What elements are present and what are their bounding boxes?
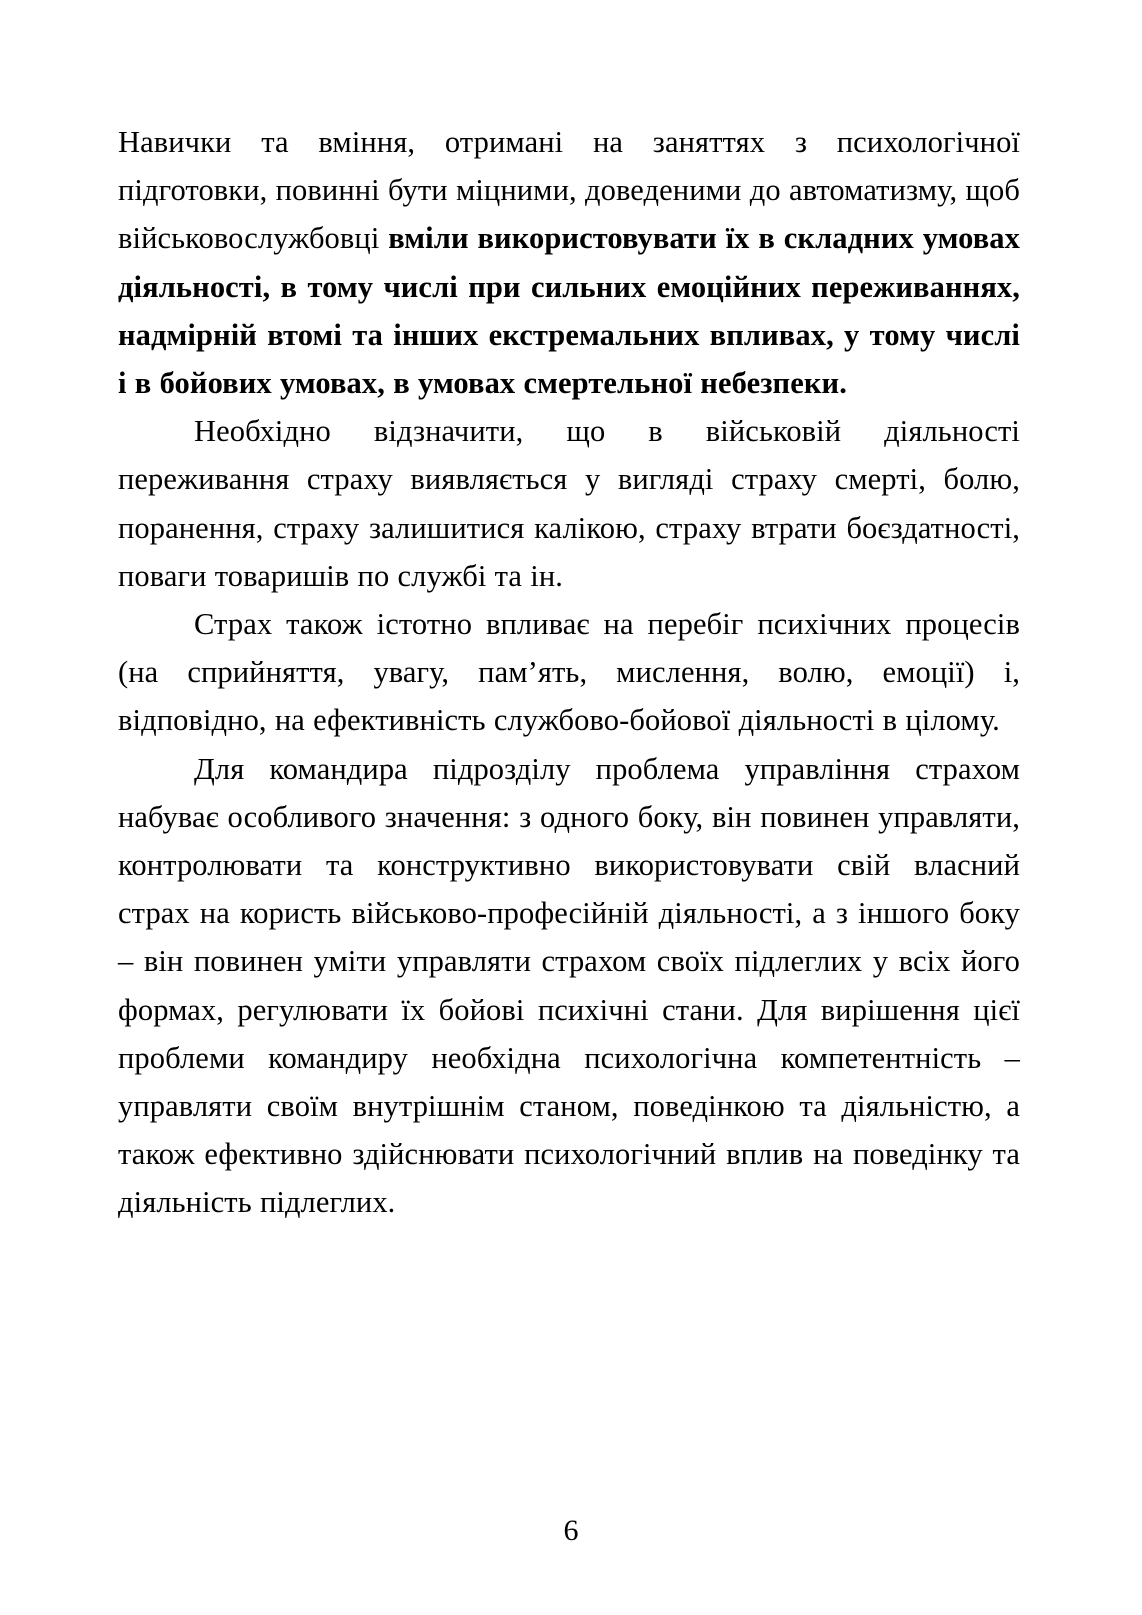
paragraph-1-run-2-bold: вміли використовувати їх в складних умовах діяльності, в тому числі при сильних емоційних переживаннях, надмірній втомі та інших екстремальних впливах, у тому числі і в бойових умовах, в умовах смертельної небезпеки.	[118, 221, 1020, 401]
paragraph-2-run-1: Необхідно відзначити, що в військовій діяльності переживання страху виявляється у вигляді страху смерті, болю, поранення, страху залишитися калікою, страху втрати боєздатності, поваги товаришів по службі та ін.	[118, 414, 1020, 593]
paragraph-2	[118, 407, 1020, 600]
paragraph-1-run-1: Навички та вміння, отримані на заняттях з психологічної підготовки, повинні бути міцними, доведеними до автоматизму, щоб військовослужбовці	[118, 125, 1020, 256]
page-number: 6	[563, 1514, 579, 1547]
paragraph-4-run-1: Для командира підрозділу проблема управління страхом набуває особливого значення: з одного боку, він повинен управляти, контролювати та конструктивно використовувати свій власний страх на користь військово-професійній діяльності, а з іншого боку – він повинен уміти управляти страхом своїх підлеглих у всіх його формах, регулювати їх бойові психічні стани. Для вирішення цієї проблеми командиру необхідна психологічна компетентність – управляти своїм внутрішнім станом, поведінкою та діяльністю, а також ефективно здійснювати психологічний вплив на поведінку та діяльність підлеглих.	[118, 751, 1020, 1220]
paragraph-4	[118, 745, 1020, 1227]
paragraph-3-run-1: Страх також істотно впливає на перебіг психічних процесів (на сприйняття, увагу, пам’ять, мислення, волю, емоції) і, відповідно, на ефективність службово-бойової діяльності в цілому.	[118, 607, 1020, 738]
page-text-block	[118, 118, 1020, 1227]
paragraph-3	[118, 600, 1020, 745]
paragraph-1	[118, 118, 1020, 407]
